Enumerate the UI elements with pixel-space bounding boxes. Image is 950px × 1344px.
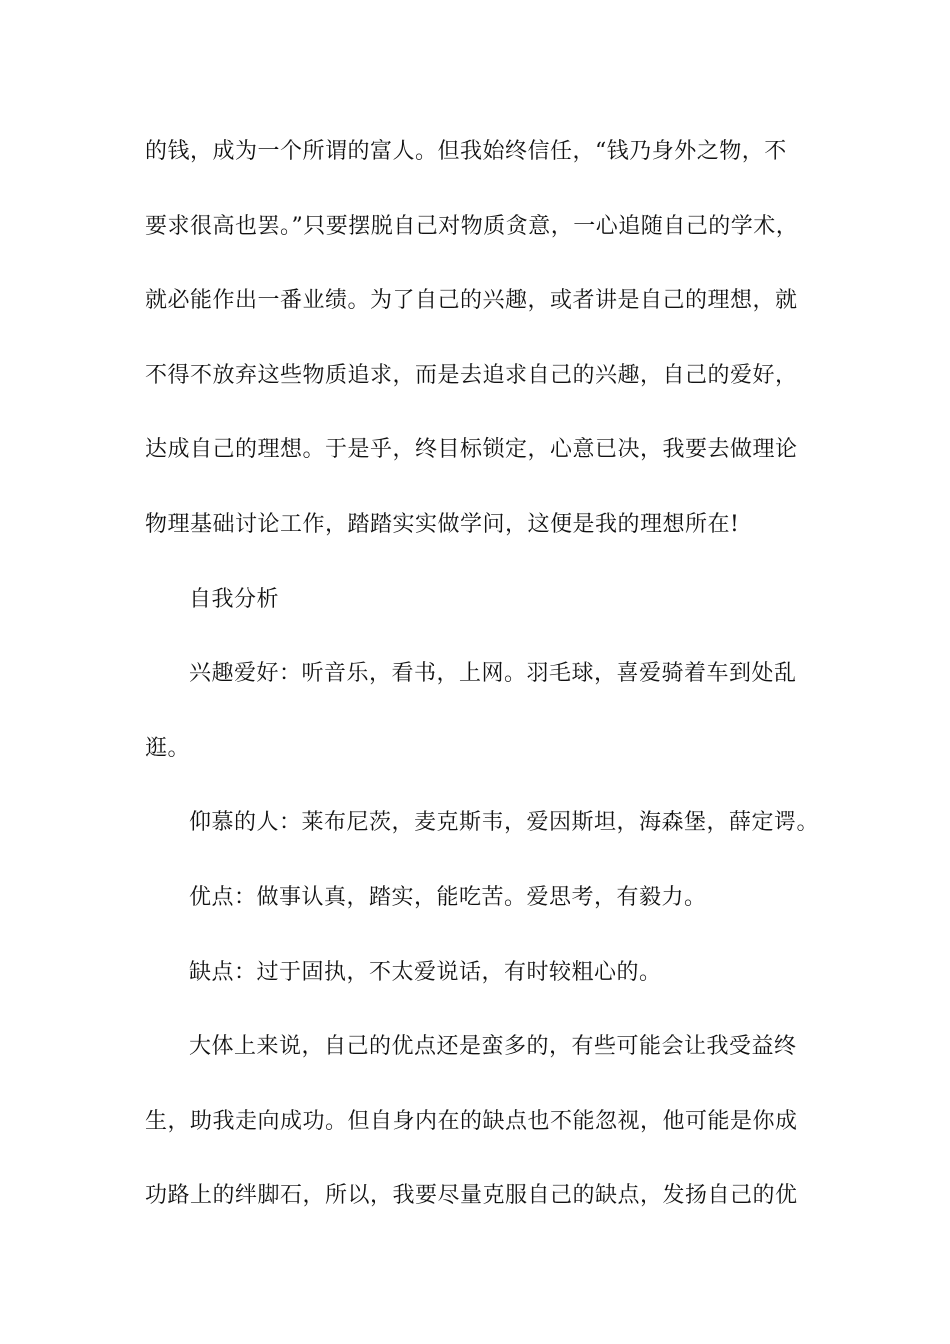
text-line: 兴趣爱好：听音乐，看书，上网。羽毛球，喜爱骑着车到处乱 xyxy=(189,661,797,686)
text-line: 要求很高也罢。”只要摆脱自己对物质贪意，一心追随自己的学术， xyxy=(145,214,799,239)
text-line: 大体上来说，自己的优点还是蛮多的，有些可能会让我受益终 xyxy=(189,1034,797,1059)
text-line: 优点：做事认真，踏实，能吃苦。爱思考，有毅力。 xyxy=(189,885,707,910)
text-line: 达成自己的理想。于是乎，终目标锁定，心意已决，我要去做理论 xyxy=(145,437,798,462)
text-line: 仰慕的人：莱布尼茨，麦克斯韦，爱因斯坦，海森堡，薛定谔。 xyxy=(189,810,820,835)
section-heading: 自我分析 xyxy=(189,587,280,612)
text-line: 生，助我走向成功。但自身内在的缺点也不能忽视，他可能是你成 xyxy=(145,1109,798,1134)
text-line: 的钱，成为一个所谓的富人。但我始终信任，“钱乃身外之物，不 xyxy=(145,139,787,164)
text-line: 就必能作出一番业绩。为了自己的兴趣，或者讲是自己的理想，就 xyxy=(145,288,798,313)
text-line: 物理基础讨论工作，踏踏实实做学问，这便是我的理想所在! xyxy=(145,512,740,537)
text-line: 缺点：过于固执，不太爱说话，有时较粗心的。 xyxy=(189,960,662,985)
text-line: 功路上的绊脚石，所以，我要尽量克服自己的缺点，发扬自己的优 xyxy=(145,1183,798,1208)
text-line: 不得不放弃这些物质追求，而是去追求自己的兴趣，自己的爱好， xyxy=(145,363,798,388)
text-line: 逛。 xyxy=(145,736,191,761)
